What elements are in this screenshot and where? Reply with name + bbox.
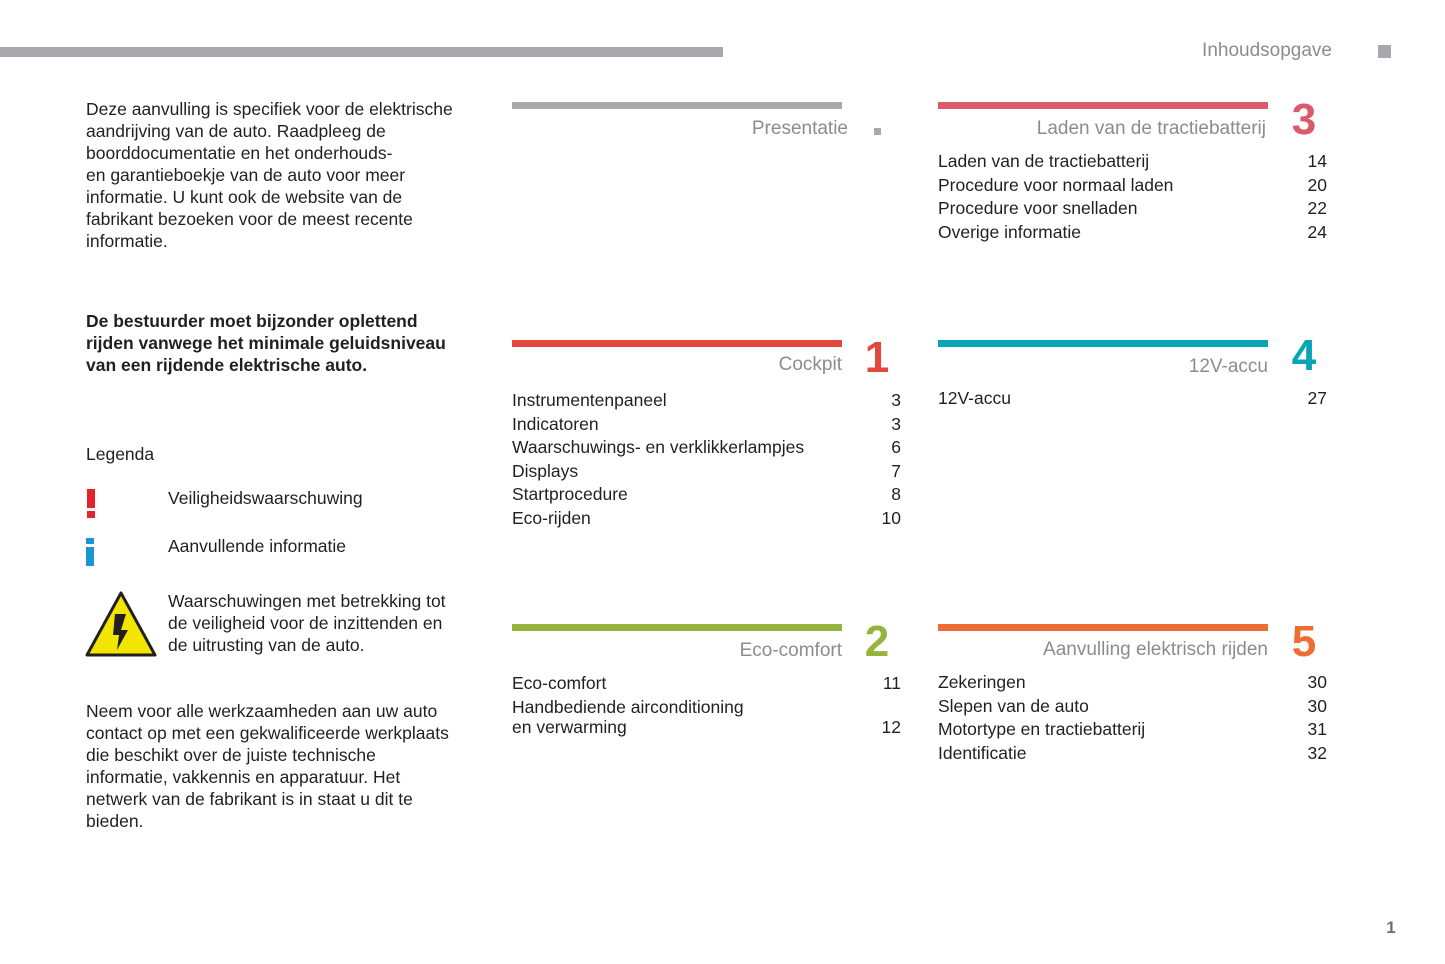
info-icon (84, 536, 98, 568)
section-12v-list (938, 388, 1327, 412)
toc-entry-page: 31 (1307, 719, 1327, 740)
section-eco-comfort-label[interactable]: Eco-comfort (739, 640, 842, 661)
toc-entry[interactable] (512, 414, 901, 434)
section-charging-label[interactable]: Laden van de tractiebatterij (1036, 118, 1266, 139)
section-ev-supplement-number: 5 (1291, 617, 1317, 666)
section-presentatie-rule (512, 102, 842, 109)
toc-entry[interactable] (938, 198, 1327, 218)
toc-entry-title: 12V-accu (938, 388, 1011, 408)
driver-warning-paragraph: De bestuurder moet bijzonder oplettend rijden vanwege het minimale geluidsniveau van een rijdende elektrische auto. (86, 311, 446, 375)
toc-entry-title: Eco-rijden (512, 507, 591, 528)
legend-info-label: Aanvullende informatie (168, 536, 347, 556)
toc-entry[interactable] (512, 437, 901, 457)
toc-entry[interactable] (938, 175, 1327, 195)
toc-entry-title: Procedure voor snelladen (938, 198, 1138, 219)
toc-entry-title: Procedure voor normaal laden (938, 174, 1174, 195)
section-presentatie-marker (874, 128, 881, 135)
toc-entry-page: 32 (1307, 742, 1327, 763)
toc-entry[interactable] (938, 672, 1327, 692)
toc-entry[interactable] (512, 508, 901, 528)
legend-voltage-label: Waarschuwingen met betrekking tot de veiligheid voor de inzittenden en de uitrusting van de auto. (168, 591, 446, 655)
section-12v-label[interactable]: 12V-accu (1188, 356, 1268, 377)
toc-entry-page: 22 (1307, 198, 1327, 219)
toc-entry-page: 20 (1307, 174, 1327, 195)
section-presentatie-label[interactable]: Presentatie (751, 118, 848, 139)
header-rule (0, 47, 723, 57)
toc-entry[interactable] (512, 697, 901, 737)
section-ev-supplement-label[interactable]: Aanvulling elektrisch rijden (1043, 639, 1268, 660)
toc-entry-page: 7 (891, 460, 901, 481)
toc-entry-page: 30 (1307, 672, 1327, 692)
legend-title: Legenda (86, 444, 155, 464)
toc-entry-page: 12 (881, 716, 901, 737)
page-title: Inhoudsopgave (1202, 40, 1332, 61)
section-charging-rule (938, 102, 1268, 109)
toc-entry-title: Identificatie (938, 742, 1027, 763)
toc-entry[interactable] (512, 390, 901, 410)
toc-entry-title: Laden van de tractiebatterij (938, 151, 1150, 171)
legend-safety-label: Veiligheidswaarschuwing (168, 488, 363, 508)
toc-entry-title: Eco-comfort (512, 673, 607, 693)
toc-entry-title: Handbediende airconditioning en verwarming (512, 696, 744, 737)
toc-entry[interactable] (938, 388, 1327, 408)
toc-entry-title: Waarschuwings- en verklikkerlampjes (512, 437, 805, 458)
toc-entry-title: Indicatoren (512, 413, 599, 434)
toc-entry-page: 3 (891, 390, 901, 410)
section-cockpit-list (512, 390, 901, 532)
section-eco-comfort-list (512, 673, 901, 740)
toc-entry-page: 3 (891, 413, 901, 434)
section-ev-supplement-list (938, 672, 1327, 766)
toc-entry-page: 30 (1307, 695, 1327, 716)
toc-entry-page: 14 (1307, 151, 1327, 171)
toc-entry-title: Startprocedure (512, 484, 628, 505)
toc-entry-page: 27 (1307, 388, 1327, 408)
toc-entry-title: Instrumentenpaneel (512, 390, 667, 410)
toc-entry[interactable] (938, 719, 1327, 739)
toc-entry[interactable] (512, 461, 901, 481)
intro-paragraph: Deze aanvulling is specifiek voor de elektrische aandrijving van de auto. Raadpleeg de boorddocumentatie en het onderhouds- en garantieboekje van de auto voor meer informatie. U kunt ook de website van de fabrikant bezoeken voor de meest recente informatie. (86, 99, 453, 251)
section-cockpit-label[interactable]: Cockpit (778, 354, 842, 375)
toc-entry[interactable] (938, 151, 1327, 171)
toc-entry[interactable] (938, 222, 1327, 242)
section-cockpit-rule (512, 340, 842, 347)
toc-entry[interactable] (512, 484, 901, 504)
section-12v-rule (938, 340, 1268, 347)
toc-entry-page: 24 (1307, 221, 1327, 242)
toc-entry-title: Zekeringen (938, 672, 1026, 692)
section-charging-number: 3 (1291, 95, 1317, 144)
toc-entry-title: Overige informatie (938, 221, 1081, 242)
toc-entry-page: 10 (881, 507, 901, 528)
section-12v-number: 4 (1291, 331, 1317, 380)
section-cockpit-number: 1 (864, 333, 890, 382)
high-voltage-warning-icon (84, 590, 158, 658)
toc-entry-page: 8 (891, 484, 901, 505)
section-ev-supplement-rule (938, 624, 1268, 631)
section-eco-comfort-number: 2 (864, 617, 890, 666)
toc-entry[interactable] (512, 673, 901, 693)
workshop-note-paragraph: Neem voor alle werkzaamheden aan uw auto contact op met een gekwalificeerde werkplaats die beschikt over de juiste technische informatie, vakkennis en apparatuur. Het netwerk van de fabrikant is in staat u dit te bieden. (86, 701, 449, 831)
toc-entry[interactable] (938, 696, 1327, 716)
toc-entry-title: Slepen van de auto (938, 695, 1089, 716)
toc-entry[interactable] (938, 743, 1327, 763)
toc-entry-page: 6 (891, 437, 901, 458)
toc-entry-page: 11 (882, 673, 901, 693)
header-square-marker (1378, 45, 1391, 58)
toc-entry-title: Displays (512, 460, 579, 481)
exclamation-icon (84, 486, 98, 520)
toc-entry-title: Motortype en tractiebatterij (938, 719, 1146, 740)
section-charging-list (938, 151, 1327, 245)
section-eco-comfort-rule (512, 624, 842, 631)
page-number: 1 (1386, 918, 1396, 937)
